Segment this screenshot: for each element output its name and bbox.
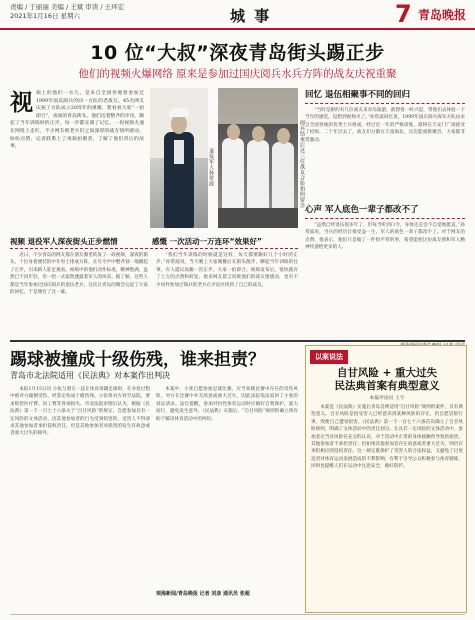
law-tag: 以案说法 [310,350,348,364]
recall-heading: 回忆 退伍相聚事不同的回归 [305,90,410,100]
story2-headline: 踢球被撞成十级伤残，谁来担责？ [10,350,265,370]
law-title-line-1: 自甘风险 + 重大过失 [336,367,438,379]
heart-text: “虽然已经退伍很多年了，但每当听到口令，身体还是会不自觉地挺直。”孙常波说，当兵的经历让他受益一生，军人的底色一辈子都改不了。对于网友的点赞，他表示，他们只是做了一件很平常的事，希望能把这份战友情和军人精神传递给更多的人。 [305,223,465,251]
masthead [0,0,475,30]
lead-text: 频上的他们一水儿，是来自全国各地曾参加过1999年国庆阅兵的同一方队的老战友。45名网友庆祝了方队成立20周年的重聚，想看看大家“一拍即合”，夜间的青岛街头，他们迈着整齐的步伐，踢起了当年训练时的正步，每一步都充满了记忆。一段视频火速在网络上走红，不少网友被老兵们之间深厚的战友情所感动，纷纷点赞，记者联系上了视频拍摄者，了解了他们背后的故事。 [10,91,144,150]
masthead-date-line: 2021年1月16日 星期六 [10,12,81,20]
law-commentary-box [305,345,467,613]
recall-text: “当时是跟约有几位战友来青岛旅游，就想着一时兴起，带他们去体验一下当年的感觉，没想到视频火了。”孙常波回忆说，1999年国庆阅兵海军方队由来自全国各地的优秀士兵组成，经过近一年的严格训练，最终在天安门广场接受了检阅。二十年过去了，战友们分散在天南海北，这次能重新聚首，大家都非常激动。 [305,108,465,143]
photo-comrades [218,88,298,228]
column-a [10,252,148,338]
story2-column-1 [10,386,150,612]
masthead-meta [10,3,124,21]
column-b-text: “我们当年训练的时候就是这样，每天都要踢好几个小时的正步。”孙常波说，当天晚上大家聚餐后在街头散步，聊起当年训练的往事，有人提议再踢一次正步，大家一拍即合。视频发布后，很快就有了上万的点赞和转发，很多网友留言说被他们的战友情感动，也有不少同样参加过阅兵的老兵在评论区找到了自己的战友。 [156,253,298,288]
law-reporter: 本报评论员 王宇 [369,396,405,401]
label-video: 视频 退役军人深夜街头正步燃情 [10,237,118,246]
photo-caption-2: 阅兵结束后这三位战友合影拍照留念 [299,120,305,208]
newspaper-logo: 青岛晚报 [418,8,467,22]
story2-column-2-text: 本案中，小张自愿参加足球比赛，应当知晓比赛中存在的受伤风险，对方在比赛中并无故意或重大过失，因此法院依法驳回了小张的诉讼请求。法官提醒，参加对抗性体育运动时应做好自我保护，量力而行，避免发生意外。《民法典》实施后，“自甘风险”规则的确立将有助于解决体育活动中的纠纷。 [156,387,298,422]
story2-column-2 [156,386,298,586]
heart-heading: 心声 军人底色一辈子都改不了 [305,205,419,215]
section-heart [305,203,465,349]
law-title-line-2: 民法典首案有典型意义 [334,380,440,392]
law-title [306,367,468,393]
page-headline: 10 位“大叔”深夜青岛街头踢正步 [90,42,385,64]
page-number: 7 [395,0,412,28]
column-a-text: 近日，不少青岛的网友都在朋友圈里转发了一段视频，深夜的街头，十位身着便装的中年男士排成方阵，在号令声中整齐划一地踢起了正步，引来路人驻足观看。视频中的他们动作标准，精神饱满，虽然已不再年轻，但一招一式依然透露着军人的风采。据了解，这些人都是当年参加过国庆阅兵的退伍老兵，这次在青岛的聚会勾起了大家的回忆，于是便有了这一幕。 [10,253,148,296]
section-name: 城 事 [230,7,272,25]
column-b [156,252,298,338]
photo-sailor [150,88,208,228]
law-text: 本案是《民法典》实施后青岛首例适用“自甘风险”规则的案件，具有典型意义。自甘风险是指受害人已经意识到某种风险的存在，仍自愿冒险行事，致使自己遭受损害。《民法典》第一千一百七十六条首次确立了自甘风险规则，明确了文体活动中的责任划分。在具有一定风险的文体活动中，参加者应当对风险有充分的认识，对于活动中正常的身体接触所导致的损害，其他参加者不承担责任；但如果其他参加者存在故意或者重大过失，则仍应承担相应的侵权责任。这一规定既保护了受害人的合法权益，又避免了过度追责对体育运动发展造成的不利影响，有利于引导公众积极参与体育锻炼，同时也提醒人们在运动中注意安全，做好防护。 [311,405,463,470]
photo-caption-1: 退役军人孙常波 [208,148,214,187]
dropcap: 视 [10,90,33,116]
masthead-editor-line: 责编 / 于丽丽 美编 / 王斌 审读 / 王环宏 [10,3,125,11]
section-recall [305,88,465,203]
story2-byline: 观海新闻/青岛晚报 记者 刘彦 通讯员 张超 [156,591,250,597]
lead-paragraph [10,90,144,230]
story2-subheadline: 青岛市北法院适用《民法典》对本案作出判决 [10,371,170,380]
footer-rule [10,614,465,615]
label-emotion: 感慨 一次活动一万连环“效果好” [152,237,262,246]
story2-column-1-text: 本报1月15日讯 小张与朋友一起在体育场踢足球时，在争抢过程中被对方撞倒受伤，经鉴定构成十级伤残。小张将对方诉至法院，要求赔偿医疗费、误工费等各项损失。市北法院审理后认为，根据《民法典》第一千一百七十六条关于“自甘风险”的规定，自愿参加具有一定风险的文体活动，因其他参加者的行为受到损害的，受害人不得请求其他参加者承担侵权责任，但是其他参加者对损害的发生有故意或者重大过失的除外。 [10,387,150,437]
page-subheadline: 他们的视频火爆网络 原来是参加过国庆阅兵水兵方阵的战友庆祝重聚 [78,68,397,80]
